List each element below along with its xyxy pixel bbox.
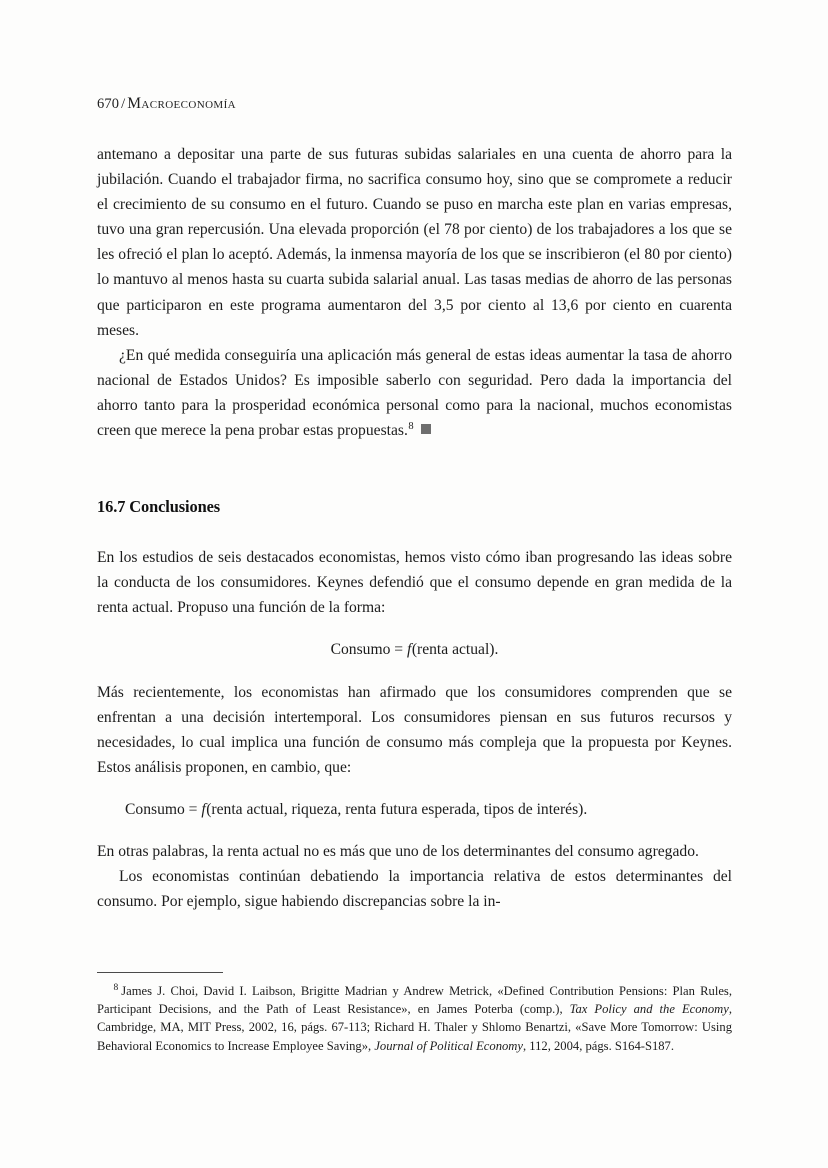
page-folio-number: 670 — [97, 96, 120, 112]
footnote-italic-title-2: Journal of Political Economy — [374, 1038, 523, 1053]
paragraph-debate: Los economistas continúan debatiendo la importancia relativa de estos determinantes del consumo. Por ejemplo, sigue habiendo discrepancias sobre la in- — [97, 868, 732, 911]
equation-1-suffix: (renta actual). — [411, 641, 499, 659]
footnote-reference-marker[interactable]: 8 — [408, 420, 414, 432]
spacer-before-equation-1 — [97, 620, 732, 637]
footnote-text-1: James J. Choi, David I. Laibson, Brigitte Madrian y Andrew Metrick, «Defined Contribution Pensions: Plan Rules, Participant Decisions, and the Path of Least Resistance», en James Poterba (comp.), — [97, 984, 732, 1017]
footnote-text-3: , 112, 2004, págs. S164-S187. — [522, 1038, 674, 1053]
display-equation-2 — [97, 797, 732, 822]
equation-2-suffix: (renta actual, riqueza, renta futura esperada, tipos de interés). — [206, 800, 588, 818]
equation-2-function-symbol: f — [201, 800, 206, 818]
equation-1-function-symbol: f — [406, 641, 412, 659]
paragraph-intertemporal: Más recientemente, los economistas han afirmado que los consumidores comprenden que se enfrentan a una decisión intertemporal. Los consumidores piensan en sus futuros recursos y necesidades, lo cual implica una función de consumo más compleja que la propuesta por Keynes. Estos análisis proponen, en cambio, que: — [97, 683, 732, 776]
footnote-8 — [97, 982, 732, 1055]
footnote-area — [97, 972, 732, 1055]
paragraph-question — [97, 343, 732, 443]
running-head-separator: / — [121, 96, 126, 112]
spacer-before-equation-2 — [97, 780, 732, 797]
main-text-column — [97, 142, 732, 914]
paragraph-conclusions-intro: En los estudios de seis destacados economistas, hemos visto cómo iban progresando las ideas sobre la conducta de los consumidores. Keynes defendió que el consumo depende en gran medida de la renta actual. Propuso una función de la forma: — [97, 549, 732, 617]
paragraph-continuation: antemano a depositar una parte de sus futuras subidas salariales en una cuenta de ahorro para la jubilación. Cuando el trabajador firma, no sacrifica consumo hoy, sino que se compromete a reducir el crecimiento de su consumo en el futuro. Cuando se puso en marcha este plan en varias empresas, tuvo una gran repercusión. Una elevada proporción (el 78 por ciento) de los trabajadores a los que se les ofreció el plan lo aceptó. Además, la inmensa mayoría de los que se inscribieron (el 80 por ciento) lo mantuvo al menos hasta su cuarta subida salarial anual. Las tasas medias de ahorro de las personas que participaron en este programa aumentaron del 3,5 por ciento al 13,6 por ciento en cuarenta meses. — [97, 146, 732, 339]
book-title: Macroeconomía — [127, 95, 237, 112]
footnote-separator-rule — [97, 972, 223, 973]
paragraph-question-text: ¿En qué medida conseguiría una aplicación más general de estas ideas aumentar la tasa de ahorro nacional de Estados Unidos? Es imposible saberlo con seguridad. Pero dada la importancia del ahorro tanto para la prosperidad económica personal como para la nacional, muchos economistas creen que merece la pena probar estas propuestas. — [97, 346, 732, 440]
section-heading-16-7: 16.7 Conclusiones — [97, 497, 221, 517]
footnote-italic-title-1: Tax Policy and the Economy — [569, 1002, 729, 1017]
running-head — [97, 95, 236, 113]
spacer-after-equation-1 — [97, 663, 732, 680]
footnote-text-2: , Cambridge, MA, MIT Press, 2002, 16, págs. 67-113; Richard H. Thaler y Shlomo Benartzi, «Save More Tomorrow: Using Behavioral Economics to Increase Employee Saving», — [97, 1002, 732, 1053]
footnote-number: 8 — [113, 982, 119, 993]
equation-1-prefix: Consumo = — [330, 641, 407, 659]
end-of-case-study-marker — [421, 424, 431, 434]
paragraph-other-words: En otras palabras, la renta actual no es más que uno de los determinantes del consumo agregado. — [97, 842, 699, 860]
equation-2-prefix: Consumo = — [125, 800, 202, 818]
spacer-after-equation-2 — [97, 822, 732, 839]
display-equation-1 — [97, 637, 732, 662]
spacer-before-heading — [97, 443, 732, 496]
spacer-after-heading — [97, 518, 732, 545]
